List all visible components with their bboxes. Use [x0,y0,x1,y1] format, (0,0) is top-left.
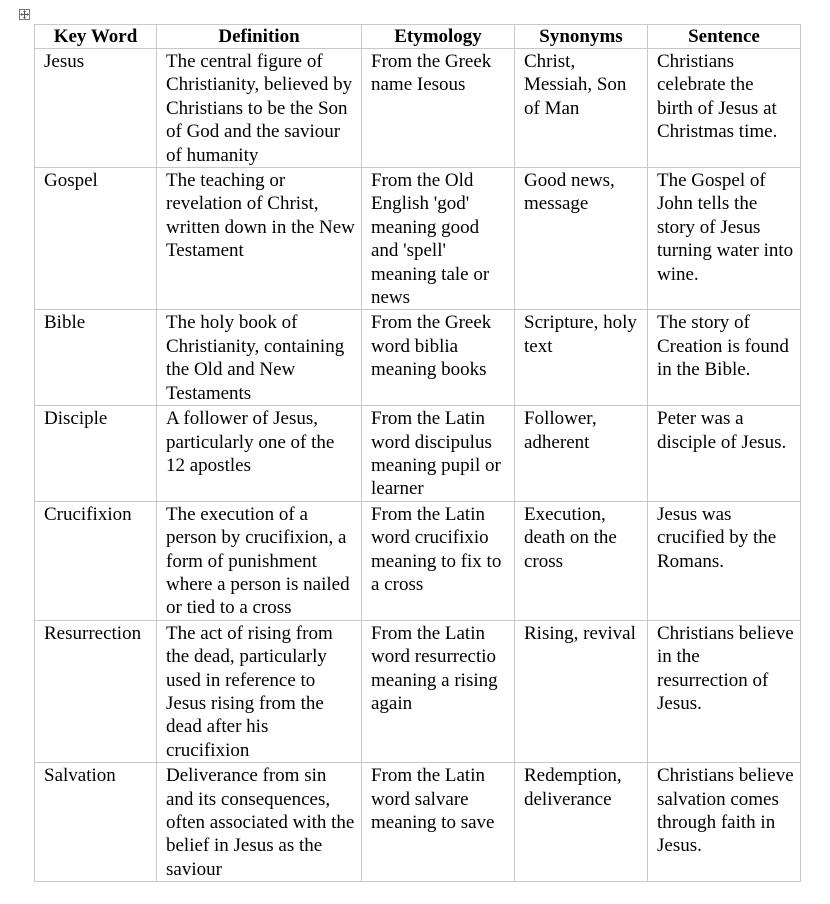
key-word-cell: Salvation [35,763,157,882]
sentence-cell: Christians celebrate the birth of Jesus at Christmas time. [648,49,801,168]
synonyms-cell: Execution, death on the cross [515,501,648,620]
header-etymology: Etymology [362,25,515,49]
table-move-handle[interactable] [19,9,30,20]
header-sentence: Sentence [648,25,801,49]
header-synonyms: Synonyms [515,25,648,49]
table-row [35,310,801,406]
sentence-cell: Peter was a disciple of Jesus. [648,406,801,502]
definition-cell: A follower of Jesus, particularly one of the 12 apostles [157,406,362,502]
sentence-cell: The story of Creation is found in the Bible. [648,310,801,406]
sentence-cell: Christians believe salvation comes through faith in Jesus. [648,763,801,882]
definition-cell: The teaching or revelation of Christ, written down in the New Testament [157,168,362,310]
key-word-cell: Jesus [35,49,157,168]
sentence-cell: Christians believe in the resurrection of Jesus. [648,620,801,762]
synonyms-cell: Good news, message [515,168,648,310]
vocabulary-table [34,24,801,882]
table-row [35,406,801,502]
etymology-cell: From the Latin word discipulus meaning pupil or learner [362,406,515,502]
table-header-row [35,25,801,49]
key-word-cell: Disciple [35,406,157,502]
key-word-cell: Bible [35,310,157,406]
synonyms-cell: Redemption, deliverance [515,763,648,882]
definition-cell: The central figure of Christianity, believed by Christians to be the Son of God and the saviour of humanity [157,49,362,168]
key-word-cell: Resurrection [35,620,157,762]
definition-cell: The act of rising from the dead, particularly used in reference to Jesus rising from the dead after his crucifixion [157,620,362,762]
etymology-cell: From the Greek word biblia meaning books [362,310,515,406]
key-word-cell: Gospel [35,168,157,310]
key-word-cell: Crucifixion [35,501,157,620]
table-row [35,620,801,762]
sentence-cell: The Gospel of John tells the story of Jesus turning water into wine. [648,168,801,310]
move-arrows-icon [20,10,29,19]
etymology-cell: From the Latin word crucifixio meaning to fix to a cross [362,501,515,620]
table-row [35,168,801,310]
etymology-cell: From the Old English 'god' meaning good and 'spell' meaning tale or news [362,168,515,310]
header-key-word: Key Word [35,25,157,49]
etymology-cell: From the Latin word salvare meaning to save [362,763,515,882]
definition-cell: The execution of a person by crucifixion, a form of punishment where a person is nailed or tied to a cross [157,501,362,620]
etymology-cell: From the Greek name Iesous [362,49,515,168]
table-row [35,501,801,620]
definition-cell: The holy book of Christianity, containing the Old and New Testaments [157,310,362,406]
synonyms-cell: Rising, revival [515,620,648,762]
etymology-cell: From the Latin word resurrectio meaning a rising again [362,620,515,762]
sentence-cell: Jesus was crucified by the Romans. [648,501,801,620]
synonyms-cell: Christ, Messiah, Son of Man [515,49,648,168]
table-row [35,49,801,168]
synonyms-cell: Scripture, holy text [515,310,648,406]
synonyms-cell: Follower, adherent [515,406,648,502]
table-row [35,763,801,882]
header-definition: Definition [157,25,362,49]
definition-cell: Deliverance from sin and its consequences, often associated with the belief in Jesus as the saviour [157,763,362,882]
